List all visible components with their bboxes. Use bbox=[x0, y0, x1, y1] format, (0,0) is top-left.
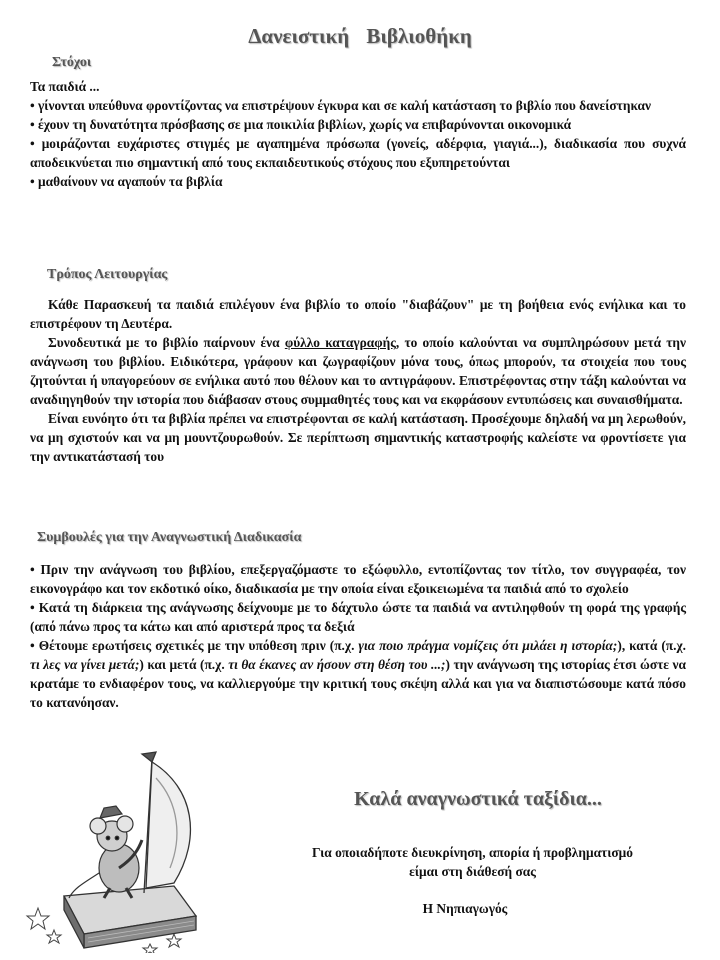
contact-note-line-2: είμαι στη διάθεσή σας bbox=[409, 864, 536, 879]
mouse-on-book-with-sail-icon bbox=[24, 748, 254, 953]
page-title: Δανειστική Βιβλιοθήκη bbox=[248, 24, 472, 48]
tip-item: • Πριν την ανάγνωση του βιβλίου, επεξεργαζόμαστε το εξώφυλλο, εντοπίζοντας τον τίτλο, τον συγγραφέα, τον εικονογράφο και τον εκδοτικό οίκο, διαδικασία με την οποία είναι εξοικειωμένα τα παιδιά από το σχολείο bbox=[30, 560, 686, 598]
operation-paragraph-3: Είναι ευνόητο ότι τα βιβλία πρέπει να επιστρέφονται σε καλή κατάσταση. Προσέχουμε δηλαδή να μη λερωθούν, να μη σχιστούν και να μη μουντζουρωθούν. Σε περίπτωση σημαντικής καταστροφής καλείστε να φροντίσετε για την αντικατάστασή του bbox=[30, 411, 686, 464]
operation-paragraph-2: Συνοδευτικά με το βιβλίο παίρνουν ένα φύλλο καταγραφής, το οποίο καλούνται να συμπληρώσουν μετά την ανάγνωση του βιβλίου. Ειδικότερα, γράφουν και ζωγραφίζουν μόνα τους, όπως μπορούν, τα στοιχεία που τους ζητούνται ή υπαγορεύουν σε ενήλικα αυτό που θέλουν και το αντιγράφουν. Επιστρέφοντας στην τάξη καλούνται να αναδιηγηθούν την ιστορία που διάβασαν στους συμμαθητές τους και να εκφράσουν εντυπώσεις και συναισθήματα. bbox=[30, 335, 686, 407]
tips-heading: Συμβουλές για την Αναγνωστική Διαδικασία bbox=[37, 530, 302, 545]
goal-item: • έχουν τη δυνατότητα πρόσβασης σε μια ποικιλία βιβλίων, χωρίς να επιβαρύνονται οικονομικά bbox=[30, 115, 686, 134]
goals-intro: Τα παιδιά ... bbox=[30, 79, 100, 94]
goal-item: • μοιράζονται ευχάριστες στιγμές με αγαπημένα πρόσωπα (γονείς, αδέρφια, γιαγιά...), διαδικασία που συχνά αποδεικνύεται πιο σημαντική από τους εκπαιδευτικούς στόχους που εξυπηρετούνται bbox=[30, 134, 686, 172]
operation-section bbox=[30, 295, 686, 466]
goal-item: • γίνονται υπεύθυνα φροντίζοντας να επιστρέψουν έγκυρα και σε καλή κατάσταση το βιβλίο που δανείστηκαν bbox=[30, 96, 686, 115]
contact-note-line-1: Για οποιαδήποτε διευκρίνηση, απορία ή προβληματισμό bbox=[312, 845, 633, 860]
tip-item: • Θέτουμε ερωτήσεις σχετικές με την υπόθεση πριν (π.χ. για ποιο πράγμα νομίζεις ότι μιλάει η ιστορία;), κατά (π.χ. τι λες να γίνει μετά;) και μετά (π.χ. τι θα έκανες αν ήσουν στη θέση του ...;) την ανάγνωση της ιστορίας έτσι ώστε να κρατάμε το ενδιαφέρον τους, να καλλιεργούμε την κριτική τους σκέψη αλλά και για να διαπιστώσουμε κατά πόσο το κατανόησαν. bbox=[30, 636, 686, 712]
operation-paragraph-1: Κάθε Παρασκευή τα παιδιά επιλέγουν ένα βιβλίο το οποίο "διαβάζουν" με τη βοήθεια ενός ενήλικα και το επιστρέφουν τη Δευτέρα. bbox=[30, 297, 686, 331]
tip-item: • Κατά τη διάρκεια της ανάγνωσης δείχνουμε με το δάχτυλο ώστε τα παιδιά να αντιληφθούν τη φορά της γραφής (από πάνω προς τα κάτω και από αριστερά προς τα δεξιά bbox=[30, 598, 686, 636]
signature: Η Νηπιαγωγός bbox=[422, 901, 508, 916]
goals-section bbox=[30, 77, 686, 191]
tips-section bbox=[30, 560, 686, 712]
contact-note bbox=[250, 843, 695, 881]
farewell-text: Καλά αναγνωστικά ταξίδια... bbox=[354, 788, 602, 810]
goal-item: • μαθαίνουν να αγαπούν τα βιβλία bbox=[30, 172, 686, 191]
operation-heading: Τρόπος Λειτουργίας bbox=[47, 267, 168, 282]
goals-heading: Στόχοι bbox=[52, 55, 92, 70]
